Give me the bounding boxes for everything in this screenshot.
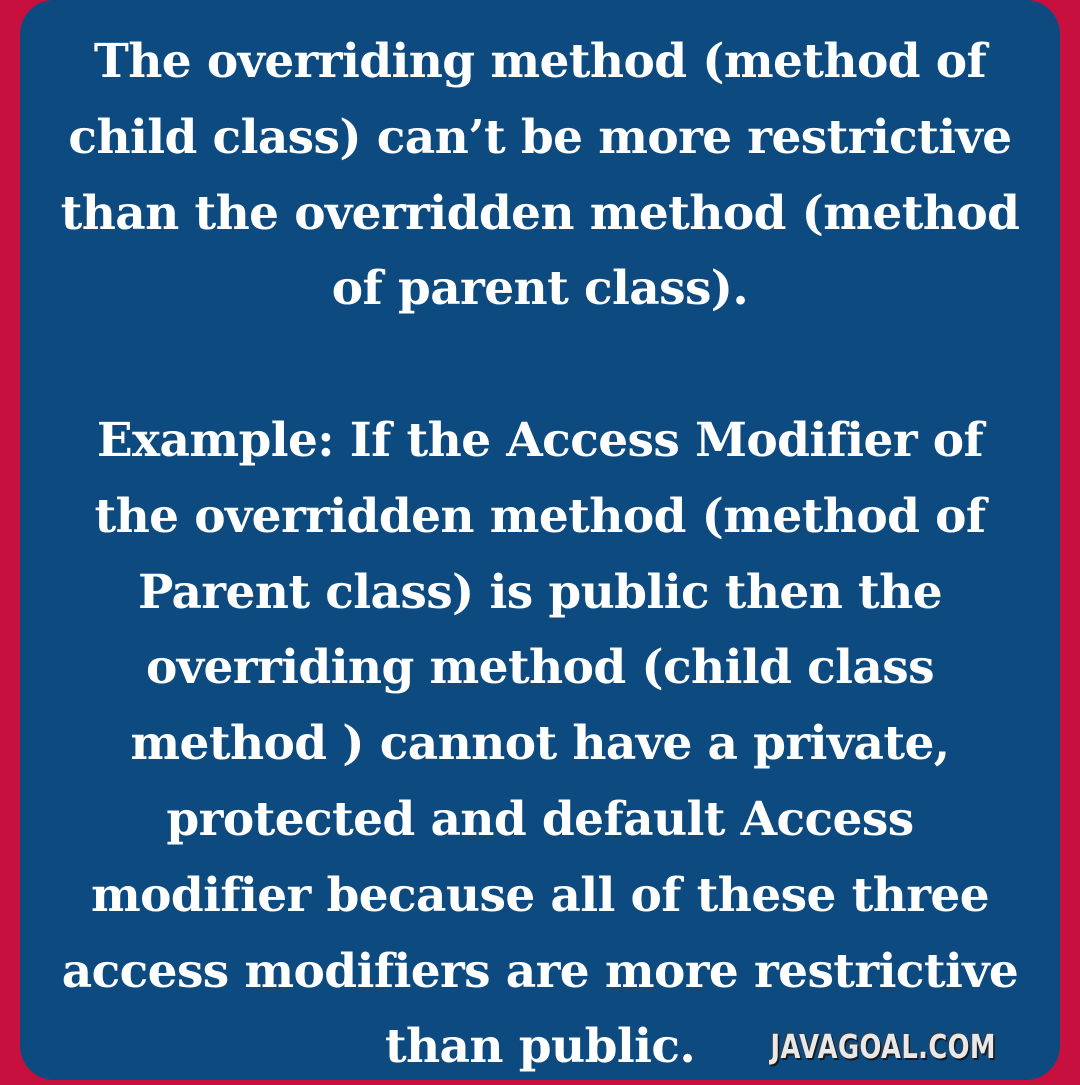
rule-line: than the overridden method (method bbox=[60, 185, 1020, 241]
paragraph-spacer bbox=[34, 327, 1046, 403]
example-line: protected and default Access bbox=[166, 791, 914, 847]
example-line: overriding method (child class bbox=[146, 640, 934, 696]
rule-line: The overriding method (method of bbox=[93, 34, 987, 89]
example-line: Parent class) is public then the bbox=[137, 564, 943, 620]
example-line: Example: If the Access Modifier of bbox=[96, 412, 984, 468]
example-line: than public. bbox=[384, 1019, 696, 1075]
rule-line: of parent class). bbox=[331, 261, 749, 317]
example-paragraph bbox=[34, 403, 1046, 1085]
rule-paragraph bbox=[34, 24, 1046, 327]
example-line: access modifiers are more restrictive bbox=[61, 943, 1019, 999]
rule-line: child class) can’t be more restrictive bbox=[68, 109, 1012, 165]
example-line: the overridden method (method of bbox=[94, 488, 986, 544]
example-line: method ) cannot have a private, bbox=[130, 716, 950, 772]
example-line: modifier because all of these three bbox=[90, 867, 990, 923]
site-watermark: JAVAGOAL.COM bbox=[770, 1027, 996, 1066]
content-card bbox=[20, 0, 1060, 1080]
